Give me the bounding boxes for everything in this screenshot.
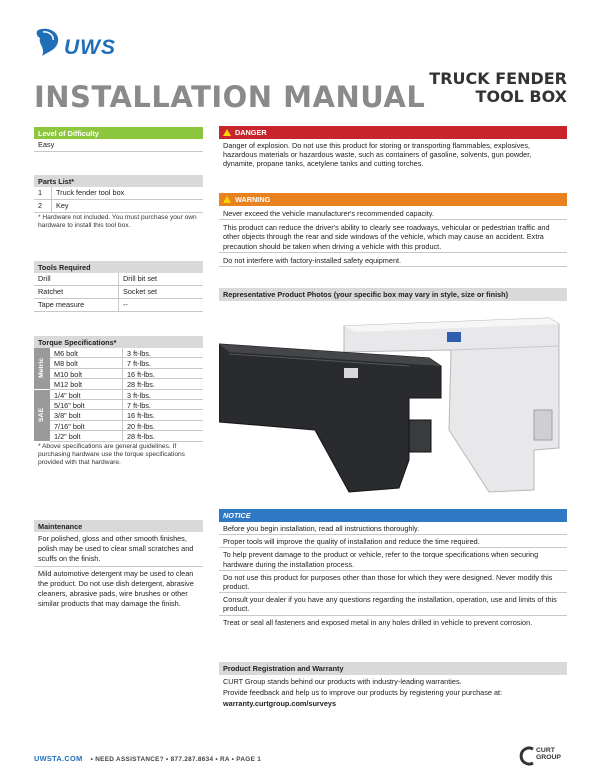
torque-row (50, 400, 203, 410)
registration-line: Provide feedback and help us to improve our products by registering your purchase at: (223, 688, 503, 698)
notice-item: Proper tools will improve the quality of installation and reduce the time required. (219, 535, 567, 548)
maintenance-paragraph: Mild automotive detergent may be used to clean the product. Do not use dish detergent, abrasive cleaners, abrasive pads, wire brushes or other similar products that may damage the finish. (38, 569, 194, 608)
manual-title: INSTALLATION MANUAL (34, 80, 426, 114)
torque-heading: Torque Specifications* (34, 336, 203, 348)
danger-section (219, 126, 567, 170)
warning-item: This product can reduce the driver's ability to clearly see roadways, vehicular or pedestrian traffic and other objects through the rear and side windows of the vehicle, which may cause an accident. Extra precaution should be taken when driving a vehicle with this product. (219, 220, 567, 253)
part-number: 2 (34, 200, 52, 212)
bolt-size: M10 bolt (54, 369, 82, 379)
parts-heading: Parts List* (34, 175, 203, 187)
parts-row (34, 187, 203, 200)
danger-heading: DANGER (235, 127, 267, 137)
bolt-size: M6 bolt (54, 349, 78, 358)
tool-cell: Drill bit set (118, 273, 203, 285)
sae-label-cell (34, 390, 50, 442)
brand-name: UWS (64, 36, 116, 59)
torque-value: 28 ft-lbs. (122, 431, 203, 440)
part-name: Key (56, 201, 69, 210)
registration-line: CURT Group stands behind our products with industry-leading warranties. (223, 677, 462, 686)
tool-cell: Ratchet (38, 287, 64, 296)
torque-row (50, 369, 203, 379)
parts-note: * Hardware not included. You must purchase your own hardware to install this tool box. (38, 214, 197, 230)
torque-section (34, 336, 203, 468)
warning-item: Never exceed the vehicle manufacturer's recommended capacity. (219, 206, 567, 220)
curt-logo-icon (519, 746, 535, 766)
product-photos (219, 310, 567, 500)
photos-heading: Representative Product Photos (your specific box may vary in style, size or finish) (219, 288, 567, 301)
footer-site-link[interactable]: UWSTA.COM (34, 754, 83, 763)
warning-heading-bar (219, 193, 567, 206)
bolt-size: 1/4" bolt (54, 390, 81, 400)
torque-row (50, 390, 203, 400)
metric-label: Metric (38, 358, 45, 379)
notice-heading: NOTICE (219, 509, 567, 522)
notice-section (219, 509, 567, 628)
warning-triangle-icon (223, 196, 231, 203)
uws-logo (34, 26, 154, 66)
torque-value: 16 ft-lbs. (122, 410, 203, 419)
danger-text: Danger of explosion. Do not use this product for storing or transporting flammables, explosives, hazardous materials or hazardous waste, such as containers of gasoline, solvents, gun powder, dynamite, propane tanks, acetylene tanks and cutting torches. (223, 141, 532, 169)
maintenance-section (34, 520, 203, 611)
footer (34, 754, 261, 763)
product-title (429, 70, 567, 106)
product-photos-image (219, 310, 567, 500)
tool-cell: -- (118, 299, 203, 311)
notice-item: Treat or seal all fasteners and exposed metal in any holes drilled in vehicle to prevent corrosion. (223, 617, 533, 627)
notice-item: Do not use this product for purposes other than those for which they were designed. Never modify this product. (219, 571, 567, 593)
product-title-line1: TRUCK FENDER (429, 69, 567, 88)
bolt-size: M8 bolt (54, 359, 78, 369)
torque-row (50, 348, 203, 358)
torque-row (50, 358, 203, 368)
bolt-size: 7/16" bolt (54, 421, 85, 431)
torque-value: 7 ft-lbs. (122, 400, 203, 409)
bolt-size: 3/8" bolt (54, 411, 81, 421)
maintenance-paragraph: For polished, gloss and other smooth finishes, polish may be used to clear small scratches and scuffs on the finish. (34, 532, 203, 567)
torque-value: 20 ft-lbs. (122, 421, 203, 430)
product-title-line2: TOOL BOX (475, 87, 567, 106)
registration-heading: Product Registration and Warranty (219, 662, 567, 675)
warning-item: Do not interfere with factory-installed safety equipment. (219, 253, 567, 267)
torque-table (34, 348, 203, 442)
notice-item: To help prevent damage to the product or vehicle, refer to the torque specifications when securing hardware during the installation process. (219, 548, 567, 570)
tools-row (34, 273, 203, 286)
tools-row (34, 299, 203, 312)
torque-row (50, 379, 203, 389)
notice-item: Before you begin installation, read all instructions thoroughly. (219, 522, 567, 535)
torque-row (50, 431, 203, 441)
bolt-size: M12 bolt (54, 380, 82, 390)
registration-url[interactable]: warranty.curtgroup.com/surveys (223, 699, 337, 709)
registration-section (219, 662, 567, 710)
difficulty-heading: Level of Difficulty (34, 127, 203, 139)
curt-logo-line2: GROUP (536, 754, 561, 761)
difficulty-value: Easy (34, 139, 203, 152)
tool-cell: Tape measure (38, 300, 85, 309)
danger-heading-bar (219, 126, 567, 139)
curt-logo-line1: CURT (536, 747, 555, 754)
difficulty-section (34, 127, 203, 152)
tools-heading: Tools Required (34, 261, 203, 273)
photos-section (219, 288, 567, 301)
part-name: Truck fender tool box (56, 188, 125, 197)
bolt-size: 1/2" bolt (54, 432, 81, 442)
sae-label: SAE (37, 408, 45, 423)
torque-value: 16 ft-lbs. (122, 369, 203, 378)
torque-value: 28 ft-lbs. (122, 379, 203, 388)
footer-info: • NEED ASSISTANCE? • 877.287.8634 • RA • PAGE 1 (90, 756, 262, 763)
torque-row (50, 421, 203, 431)
parts-row (34, 200, 203, 213)
torque-note: * Above specifications are general guidelines. If purchasing hardware use the torque specifications provided with that hardware. (38, 442, 185, 466)
torque-value: 3 ft-lbs. (122, 348, 203, 357)
warning-triangle-icon (223, 129, 231, 136)
curt-logo-text (536, 747, 561, 761)
bolt-size: 5/16" bolt (54, 400, 85, 410)
torque-rows (50, 348, 203, 442)
tool-cell: Drill (38, 274, 51, 283)
parts-section (34, 175, 203, 231)
warning-section (219, 193, 567, 267)
warning-heading: WARNING (235, 194, 271, 204)
torque-value: 3 ft-lbs. (122, 390, 203, 399)
part-number: 1 (34, 187, 52, 199)
notice-item: Consult your dealer if you have any questions regarding the installation, operation, use and limits of this product. (219, 593, 567, 615)
black-toolbox-image (219, 344, 441, 492)
tools-section (34, 261, 203, 312)
torque-side-labels (34, 348, 50, 442)
tools-row (34, 286, 203, 299)
metric-label-cell (34, 348, 50, 390)
maintenance-heading: Maintenance (34, 520, 203, 532)
fish-logo-icon (34, 26, 64, 58)
torque-value: 7 ft-lbs. (122, 358, 203, 367)
tool-cell: Socket set (118, 286, 203, 298)
curt-group-logo (519, 744, 567, 768)
torque-row (50, 410, 203, 420)
